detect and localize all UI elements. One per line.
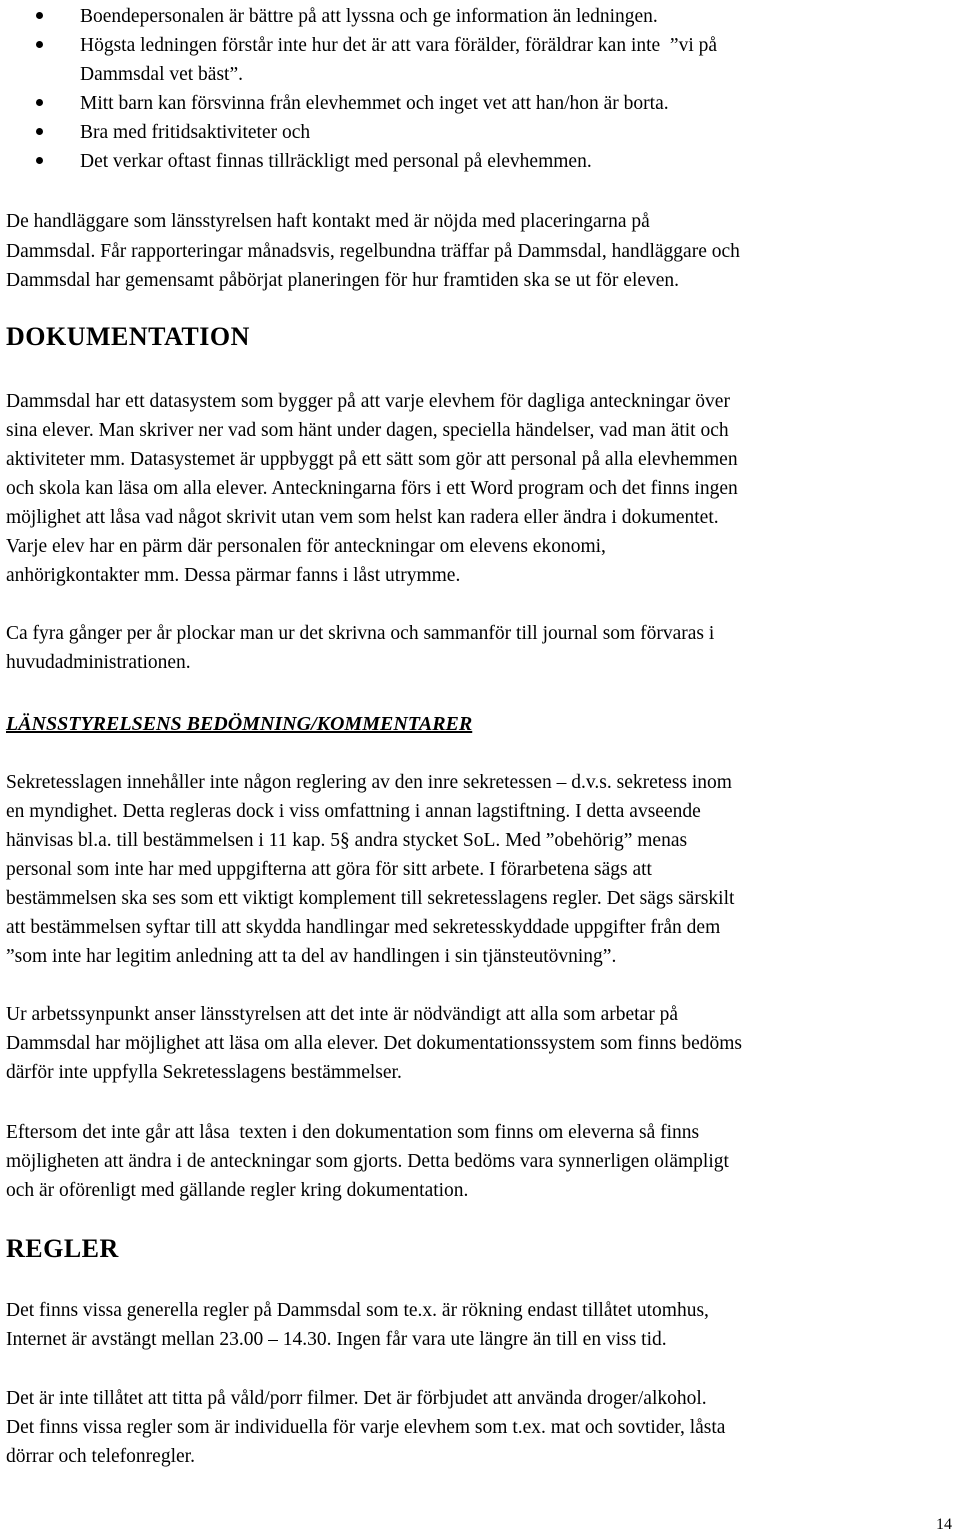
text-line: personal som inte har med uppgifterna att göra för sitt arbete. I förarbetena sägs att: [6, 859, 652, 880]
text-line: Eftersom det inte går att låsa texten i den dokumentation som finns om eleverna så finns: [6, 1122, 700, 1143]
text-line: aktiviteter mm. Datasystemet är uppbyggt på ett sätt som gör att personal på alla elevhemmen: [6, 449, 738, 470]
bullet-dot-icon: [36, 41, 43, 48]
section-heading-dokumentation: DOKUMENTATION: [6, 322, 250, 351]
text-line: Det finns vissa generella regler på Dammsdal som te.x. är rökning endast tillåtet utomhus,: [6, 1300, 709, 1321]
page-number: 14: [936, 1516, 952, 1533]
bullet-text: Det verkar oftast finnas tillräckligt med personal på elevhemmen.: [80, 151, 592, 172]
text-line: Det finns vissa regler som är individuella för varje elevhem som t.ex. mat och sovtider, låsta: [6, 1417, 726, 1438]
bullet-text: Bra med fritidsaktiviteter och: [80, 122, 311, 143]
text-line: dörrar och telefonregler.: [6, 1446, 195, 1467]
bullet-text: Högsta ledningen förstår inte hur det är att vara förälder, föräldrar kan inte ”vi på: [80, 35, 718, 56]
bullet-dot-icon: [36, 12, 43, 19]
section-heading-lansstyrelsen: LÄNSSTYRELSENS BEDÖMNING/KOMMENTARER: [6, 713, 473, 735]
text-line: därför inte uppfylla Sekretesslagens bestämmelser.: [6, 1062, 402, 1083]
text-line: anhörigkontakter mm. Dessa pärmar fanns i låst utrymme.: [6, 565, 461, 586]
text-line: Dammsdal har ett datasystem som bygger på att varje elevhem för dagliga anteckningar över: [6, 391, 730, 412]
text-line: ”som inte har legitim anledning att ta del av handlingen i sin tjänsteutövning”.: [6, 946, 617, 967]
text-line: att bestämmelsen syftar till att skydda handlingar med sekretesskyddade uppgifter från dem: [6, 917, 721, 938]
text-line: och skola kan läsa om alla elever. Anteckningarna förs i ett Word program och det finns ingen: [6, 478, 738, 499]
text-line: Varje elev har en pärm där personalen för anteckningar om elevens ekonomi,: [6, 536, 606, 557]
section-heading-regler: REGLER: [6, 1234, 119, 1263]
text-line: Sekretesslagen innehåller inte någon reglering av den inre sekretessen – d.v.s. sekretess inom: [6, 772, 732, 793]
text-line: sina elever. Man skriver ner vad som hänt under dagen, speciella händelser, vad man ätit och: [6, 420, 729, 441]
text-line: möjlighet att låsa vad något skrivit utan vem som helst kan radera eller ändra i dokumentet.: [6, 507, 719, 528]
text-line: Internet är avstängt mellan 23.00 – 14.30. Ingen får vara ute längre än till en viss tid.: [6, 1329, 667, 1350]
bullet-dot-icon: [36, 99, 43, 106]
text-line: De handläggare som länsstyrelsen haft kontakt med är nöjda med placeringarna på: [6, 211, 650, 232]
text-line: och är oförenligt med gällande regler kring dokumentation.: [6, 1180, 469, 1201]
text-line: bestämmelsen ska ses som ett viktigt komplement till sekretesslagens regler. Det sägs särskilt: [6, 888, 735, 909]
text-line: Dammsdal har gemensamt påbörjat planeringen för hur framtiden ska se ut för eleven.: [6, 270, 680, 291]
text-line: en myndighet. Detta regleras dock i viss omfattning i annan lagstiftning. I detta avseende: [6, 801, 701, 822]
bullet-dot-icon: [36, 128, 43, 135]
bullet-dot-icon: [36, 157, 43, 164]
text-line: hänvisas bl.a. till bestämmelsen i 11 kap. 5§ andra stycket SoL. Med ”obehörig” menas: [6, 830, 688, 851]
text-line: möjligheten att ändra i de anteckningar som gjorts. Detta bedöms vara synnerligen olämpligt: [6, 1151, 729, 1172]
text-line: Dammsdal. Får rapporteringar månadsvis, regelbundna träffar på Dammsdal, handläggare och: [6, 241, 740, 262]
bullet-text: Boendepersonalen är bättre på att lyssna och ge information än ledningen.: [80, 6, 658, 27]
bullet-text: Dammsdal vet bäst”.: [80, 64, 243, 85]
text-line: Dammsdal har möjlighet att läsa om alla elever. Det dokumentationssystem som finns bedöms: [6, 1033, 742, 1054]
text-line: Ca fyra gånger per år plockar man ur det skrivna och sammanför till journal som förvaras i: [6, 623, 715, 644]
text-line: Det är inte tillåtet att titta på våld/porr filmer. Det är förbjudet att använda droger/alkohol.: [6, 1388, 707, 1409]
text-line: Ur arbetssynpunkt anser länsstyrelsen att det inte är nödvändigt att alla som arbetar på: [6, 1004, 678, 1025]
text-line: huvudadministrationen.: [6, 652, 191, 673]
bullet-text: Mitt barn kan försvinna från elevhemmet och inget vet att han/hon är borta.: [80, 93, 669, 114]
